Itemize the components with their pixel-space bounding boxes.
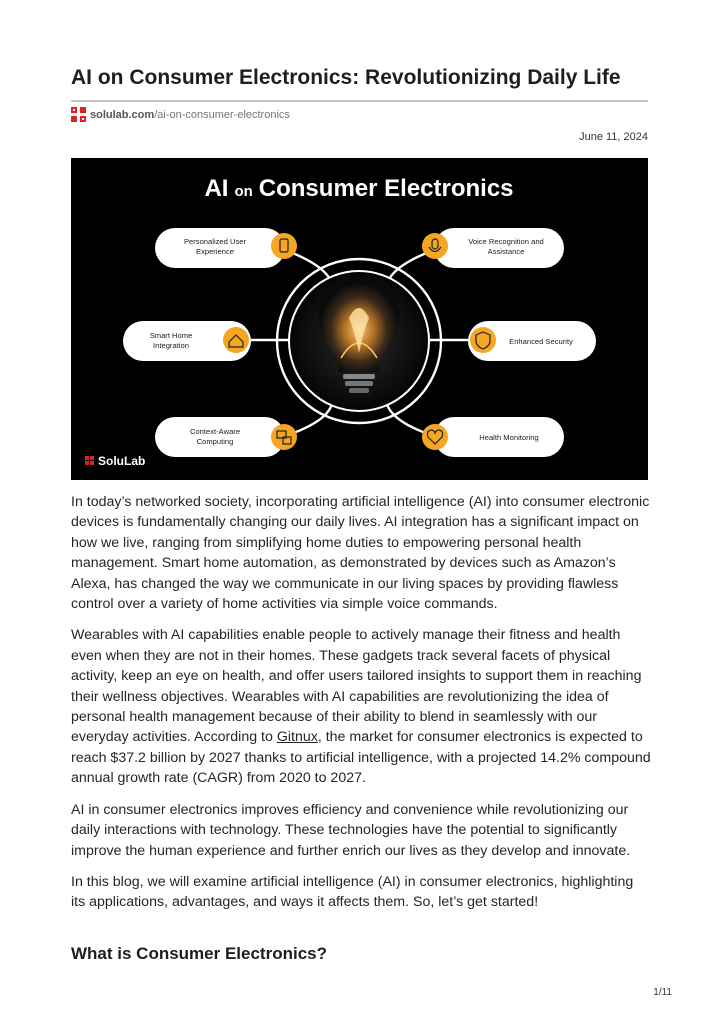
feature-personalized-user-experience — [155, 228, 297, 268]
hero-image — [71, 158, 648, 480]
section-heading: What is Consumer Electronics? — [71, 944, 327, 963]
svg-text:Computing: Computing — [196, 437, 234, 446]
feature-smart-home-integration — [123, 321, 251, 361]
svg-text:Enhanced Security: Enhanced Security — [509, 337, 573, 346]
page-title: AI on Consumer Electronics: Revolutionizing Daily Life — [71, 66, 621, 89]
feature-enhanced-security — [468, 321, 596, 361]
user-phone-icon — [271, 233, 297, 259]
source-link[interactable] — [90, 109, 290, 121]
paragraph-wearables: Wearables with AI capabilities enable people to actively manage their fitness and health even when they are not in their homes. These gadgets track several facets of physical activity, keep an eye on health, and offer users tailored insights to support them in reaching their wellness objectives. Wearables with AI capabilities are revolutionizing the idea of personal health management because of their ability to blend in seamlessly with our everyday activities. According to Gitnux, the market for consumer electronics is expected to reach $37.2 billion by 2027 thanks to artificial intelligence, with a projected 14.2% compound annual growth rate (CAGR) from 2020 to 2027. — [71, 627, 651, 787]
title-divider — [71, 100, 648, 102]
svg-text:Smart Home: Smart Home — [149, 331, 193, 340]
svg-text:Health Monitoring: Health Monitoring — [479, 433, 539, 442]
voice-icon — [422, 233, 448, 259]
hero-heading: AI on Consumer Electronics — [204, 175, 514, 202]
solulab-logo — [85, 454, 145, 468]
page-number: 1/11 — [653, 987, 672, 998]
publish-date: June 11, 2024 — [579, 131, 648, 143]
feature-context-aware-computing — [155, 417, 297, 457]
svg-text:Integration: Integration — [153, 341, 189, 350]
paragraph-blog-intro: In this blog, we will examine artificial intelligence (AI) in consumer electronics, highlighting its applications, advantages, and ways it affects them. So, let’s get started! — [71, 873, 634, 911]
svg-text:SoluLab: SoluLab — [98, 454, 146, 468]
article-body — [71, 492, 651, 924]
svg-text:Voice Recognition and: Voice Recognition and — [468, 237, 544, 246]
feature-health-monitoring — [422, 417, 564, 457]
smart-home-icon — [223, 327, 249, 353]
svg-text:Context-Aware: Context-Aware — [189, 427, 241, 436]
source-line — [71, 107, 290, 122]
svg-text:Assistance: Assistance — [487, 247, 525, 256]
solulab-favicon-icon — [71, 107, 86, 122]
gitnux-link[interactable]: Gitnux — [276, 729, 318, 746]
health-icon — [422, 424, 448, 450]
svg-text:Personalized User: Personalized User — [183, 237, 247, 246]
hero-infographic — [71, 158, 648, 480]
paragraph-intro: In today’s networked society, incorporating artificial intelligence (AI) into consumer electronic devices is fundamentally changing our daily lives. AI integration has a significant impact on how we live, ranging from simplifying home duties to empowering personal health management. Smart home automation, as demonstrated by devices such as Amazon’s Alexa, has changed the way we communicate in our living spaces by providing flawless control over a variety of home activities via simple voice commands. — [71, 494, 650, 613]
feature-voice-recognition-assistance — [422, 228, 564, 268]
paragraph-efficiency: AI in consumer electronics improves efficiency and convenience while revolutionizing our daily interactions with technology. These technologies have the potential to significantly improve the human experience and further enrich our lives as they develop and innovate. — [71, 801, 631, 859]
source-path: /ai-on-consumer-electronics — [154, 108, 290, 121]
svg-text:Experience: Experience — [196, 247, 234, 256]
source-domain: solulab.com — [90, 108, 155, 121]
